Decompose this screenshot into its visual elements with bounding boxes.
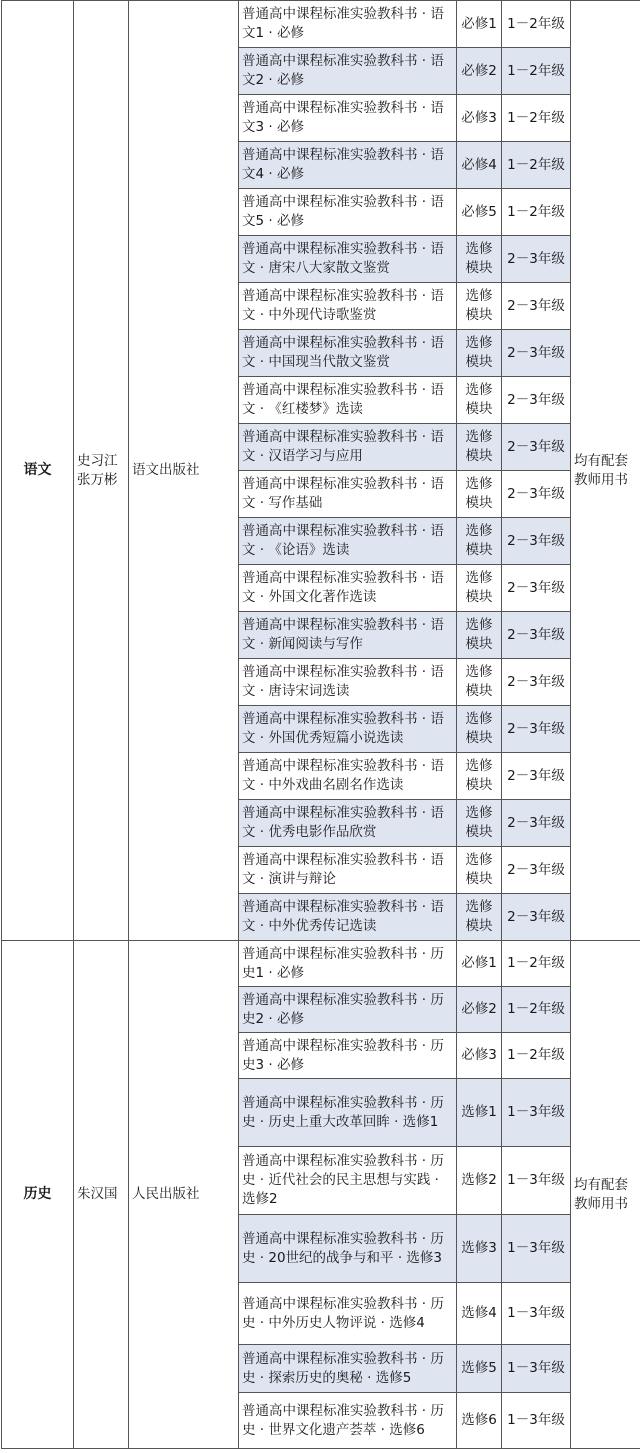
book-title-cell: 普通高中课程标准实验教科书 · 语文 · 《红楼梦》选读 bbox=[239, 377, 457, 424]
volume-cell: 必修1 bbox=[457, 941, 502, 987]
publisher-cell: 人民出版社 bbox=[129, 941, 239, 1449]
volume-cell: 选修 模块 bbox=[457, 659, 502, 706]
book-title-cell: 普通高中课程标准实验教科书 · 历史3 · 必修 bbox=[239, 1033, 457, 1079]
volume-cell: 必修3 bbox=[457, 95, 502, 142]
book-title-cell: 普通高中课程标准实验教科书 · 历史 · 历史上重大改革回眸 · 选修1 bbox=[239, 1079, 457, 1147]
textbook-table bbox=[1, 0, 640, 1449]
grade-cell: 2－3年级 bbox=[502, 565, 571, 612]
grade-cell: 2－3年级 bbox=[502, 894, 571, 941]
book-title-cell: 普通高中课程标准实验教科书 · 历史 · 世界文化遗产荟萃 · 选修6 bbox=[239, 1393, 457, 1449]
volume-cell: 选修 模块 bbox=[457, 612, 502, 659]
book-title-cell: 普通高中课程标准实验教科书 · 语文4 · 必修 bbox=[239, 142, 457, 189]
grade-cell: 2－3年级 bbox=[502, 424, 571, 471]
note-cell: 均有配套 教师用书 bbox=[571, 1, 640, 941]
volume-cell: 选修 模块 bbox=[457, 753, 502, 800]
grade-cell: 1－2年级 bbox=[502, 48, 571, 95]
volume-cell: 选修 模块 bbox=[457, 847, 502, 894]
volume-cell: 选修 模块 bbox=[457, 706, 502, 753]
author-cell: 朱汉国 bbox=[74, 941, 129, 1449]
book-title-cell: 普通高中课程标准实验教科书 · 历史2 · 必修 bbox=[239, 987, 457, 1033]
grade-cell: 1－2年级 bbox=[502, 987, 571, 1033]
table-row bbox=[2, 941, 640, 987]
volume-cell: 选修 模块 bbox=[457, 330, 502, 377]
volume-cell: 选修 模块 bbox=[457, 471, 502, 518]
grade-cell: 2－3年级 bbox=[502, 377, 571, 424]
subject-cell: 历史 bbox=[2, 941, 74, 1449]
volume-cell: 选修 模块 bbox=[457, 894, 502, 941]
grade-cell: 1－3年级 bbox=[502, 1215, 571, 1283]
grade-cell: 2－3年级 bbox=[502, 330, 571, 377]
volume-cell: 选修 模块 bbox=[457, 800, 502, 847]
grade-cell: 2－3年级 bbox=[502, 471, 571, 518]
book-title-cell: 普通高中课程标准实验教科书 · 语文 · 唐诗宋词选读 bbox=[239, 659, 457, 706]
volume-cell: 必修4 bbox=[457, 142, 502, 189]
grade-cell: 1－3年级 bbox=[502, 1345, 571, 1393]
volume-cell: 选修2 bbox=[457, 1147, 502, 1215]
volume-cell: 选修 模块 bbox=[457, 236, 502, 283]
grade-cell: 1－3年级 bbox=[502, 1283, 571, 1345]
grade-cell: 2－3年级 bbox=[502, 800, 571, 847]
volume-cell: 必修1 bbox=[457, 1, 502, 48]
book-title-cell: 普通高中课程标准实验教科书 · 语文2 · 必修 bbox=[239, 48, 457, 95]
grade-cell: 2－3年级 bbox=[502, 706, 571, 753]
table-body bbox=[2, 1, 640, 1449]
book-title-cell: 普通高中课程标准实验教科书 · 语文 · 汉语学习与应用 bbox=[239, 424, 457, 471]
volume-cell: 必修3 bbox=[457, 1033, 502, 1079]
book-title-cell: 普通高中课程标准实验教科书 · 历史 · 20世纪的战争与和平 · 选修3 bbox=[239, 1215, 457, 1283]
book-title-cell: 普通高中课程标准实验教科书 · 语文 · 写作基础 bbox=[239, 471, 457, 518]
volume-cell: 必修2 bbox=[457, 987, 502, 1033]
volume-cell: 选修3 bbox=[457, 1215, 502, 1283]
book-title-cell: 普通高中课程标准实验教科书 · 历史 · 中外历史人物评说 · 选修4 bbox=[239, 1283, 457, 1345]
grade-cell: 1－3年级 bbox=[502, 1147, 571, 1215]
grade-cell: 1－2年级 bbox=[502, 95, 571, 142]
grade-cell: 2－3年级 bbox=[502, 612, 571, 659]
author-cell: 史习江 张万彬 bbox=[74, 1, 129, 941]
volume-cell: 选修 模块 bbox=[457, 283, 502, 330]
volume-cell: 选修 模块 bbox=[457, 518, 502, 565]
volume-cell: 选修4 bbox=[457, 1283, 502, 1345]
volume-cell: 选修5 bbox=[457, 1345, 502, 1393]
volume-cell: 选修1 bbox=[457, 1079, 502, 1147]
book-title-cell: 普通高中课程标准实验教科书 · 历史 · 近代社会的民主思想与实践 · 选修2 bbox=[239, 1147, 457, 1215]
book-title-cell: 普通高中课程标准实验教科书 · 语文5 · 必修 bbox=[239, 189, 457, 236]
volume-cell: 必修5 bbox=[457, 189, 502, 236]
volume-cell: 选修 模块 bbox=[457, 424, 502, 471]
book-title-cell: 普通高中课程标准实验教科书 · 语文1 · 必修 bbox=[239, 1, 457, 48]
book-title-cell: 普通高中课程标准实验教科书 · 语文 · 外国文化著作选读 bbox=[239, 565, 457, 612]
book-title-cell: 普通高中课程标准实验教科书 · 语文 · 唐宋八大家散文鉴赏 bbox=[239, 236, 457, 283]
book-title-cell: 普通高中课程标准实验教科书 · 语文 · 外国优秀短篇小说选读 bbox=[239, 706, 457, 753]
table-row bbox=[2, 1, 640, 48]
book-title-cell: 普通高中课程标准实验教科书 · 语文 · 中外优秀传记选读 bbox=[239, 894, 457, 941]
grade-cell: 1－3年级 bbox=[502, 1079, 571, 1147]
volume-cell: 选修 模块 bbox=[457, 565, 502, 612]
grade-cell: 2－3年级 bbox=[502, 659, 571, 706]
book-title-cell: 普通高中课程标准实验教科书 · 语文 · 中国现当代散文鉴赏 bbox=[239, 330, 457, 377]
grade-cell: 2－3年级 bbox=[502, 518, 571, 565]
book-title-cell: 普通高中课程标准实验教科书 · 语文3 · 必修 bbox=[239, 95, 457, 142]
note-cell: 均有配套 教师用书 bbox=[571, 941, 640, 1449]
grade-cell: 1－3年级 bbox=[502, 1393, 571, 1449]
book-title-cell: 普通高中课程标准实验教科书 · 语文 · 中外戏曲名剧名作选读 bbox=[239, 753, 457, 800]
grade-cell: 2－3年级 bbox=[502, 236, 571, 283]
grade-cell: 1－2年级 bbox=[502, 1, 571, 48]
volume-cell: 选修6 bbox=[457, 1393, 502, 1449]
grade-cell: 1－2年级 bbox=[502, 941, 571, 987]
volume-cell: 选修 模块 bbox=[457, 377, 502, 424]
grade-cell: 2－3年级 bbox=[502, 283, 571, 330]
book-title-cell: 普通高中课程标准实验教科书 · 语文 · 新闻阅读与写作 bbox=[239, 612, 457, 659]
grade-cell: 1－2年级 bbox=[502, 1033, 571, 1079]
grade-cell: 1－2年级 bbox=[502, 142, 571, 189]
book-title-cell: 普通高中课程标准实验教科书 · 语文 · 《论语》选读 bbox=[239, 518, 457, 565]
book-title-cell: 普通高中课程标准实验教科书 · 语文 · 演讲与辩论 bbox=[239, 847, 457, 894]
volume-cell: 必修2 bbox=[457, 48, 502, 95]
subject-cell: 语文 bbox=[2, 1, 74, 941]
publisher-cell: 语文出版社 bbox=[129, 1, 239, 941]
book-title-cell: 普通高中课程标准实验教科书 · 历史1 · 必修 bbox=[239, 941, 457, 987]
grade-cell: 2－3年级 bbox=[502, 847, 571, 894]
book-title-cell: 普通高中课程标准实验教科书 · 历史 · 探索历史的奥秘 · 选修5 bbox=[239, 1345, 457, 1393]
grade-cell: 2－3年级 bbox=[502, 753, 571, 800]
book-title-cell: 普通高中课程标准实验教科书 · 语文 · 优秀电影作品欣赏 bbox=[239, 800, 457, 847]
grade-cell: 1－2年级 bbox=[502, 189, 571, 236]
book-title-cell: 普通高中课程标准实验教科书 · 语文 · 中外现代诗歌鉴赏 bbox=[239, 283, 457, 330]
